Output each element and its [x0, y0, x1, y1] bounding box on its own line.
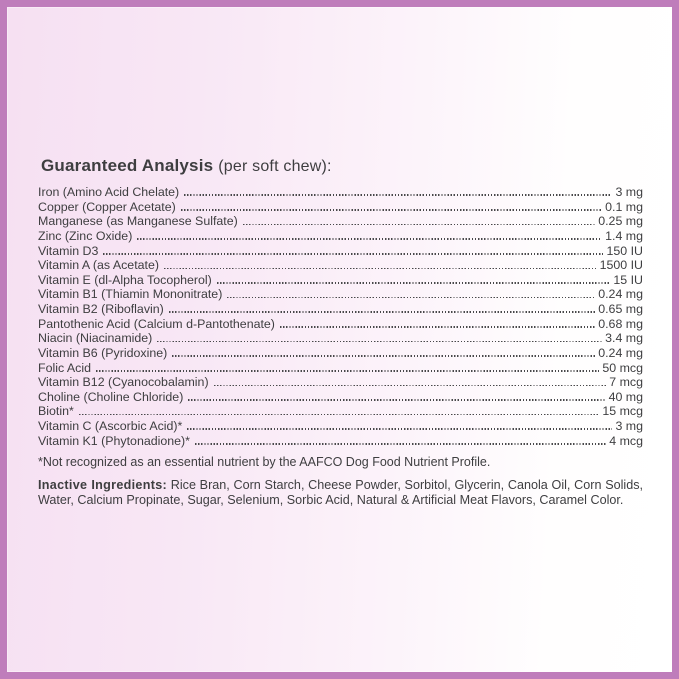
nutrient-value: 3 mg: [615, 185, 643, 199]
label-content: [7, 7, 672, 507]
analysis-row: [38, 229, 643, 244]
nutrient-name: Vitamin B1 (Thiamin Mononitrate): [38, 287, 223, 302]
nutrient-name: Pantothenic Acid (Calcium d-Pantothenate): [38, 316, 275, 331]
analysis-row: [38, 200, 643, 215]
nutrient-name: Biotin*: [38, 404, 74, 419]
nutrient-name: Zinc (Zinc Oxide): [38, 228, 133, 243]
nutrient-value: 3 mg: [615, 419, 643, 433]
analysis-row: [38, 273, 643, 288]
dotted-leader: [217, 282, 611, 284]
dotted-leader: [164, 268, 597, 270]
nutrient-name: Vitamin C (Ascorbic Acid)*: [38, 419, 183, 433]
dotted-leader: [280, 326, 595, 328]
title-main: Guaranteed Analysis: [41, 156, 214, 175]
analysis-row: [38, 244, 643, 259]
nutrient-value: 40 mg: [608, 389, 643, 404]
analysis-row: [38, 361, 643, 376]
nutrient-value: 3.4 mg: [605, 331, 643, 346]
analysis-row: [38, 434, 643, 449]
analysis-row: [38, 404, 643, 419]
nutrient-name: Niacin (Niacinamide): [38, 331, 153, 346]
analysis-row: [38, 331, 643, 346]
dotted-leader: [157, 341, 602, 343]
nutrient-value: 4 mcg: [609, 433, 643, 448]
inactive-ingredients-text: Rice Bran, Corn Starch, Cheese Powder, Sorbitol, Glycerin, Canola Oil, Corn Solids, Water, Calcium Propinate, Sugar, Selenium, Sorbic Acid, Natural & Artificial Meat Flavors, Caramel Color.: [38, 477, 643, 507]
dotted-leader: [243, 224, 595, 226]
nutrient-name: Vitamin B6 (Pyridoxine): [38, 345, 168, 360]
inactive-ingredients-label: Inactive Ingredients:: [38, 477, 168, 492]
nutrient-name: Copper (Copper Acetate): [38, 199, 176, 214]
dotted-leader: [103, 253, 603, 255]
title-qualifier: (per soft chew):: [218, 158, 332, 175]
nutrient-value: 1500 IU: [599, 258, 643, 273]
analysis-row: [38, 346, 643, 361]
dotted-leader: [227, 297, 595, 299]
analysis-row: [38, 287, 643, 302]
inactive-ingredients: [38, 478, 643, 508]
nutrient-name: Vitamin D3: [38, 243, 99, 258]
nutrient-value: 0.24 mg: [598, 345, 643, 360]
dotted-leader: [184, 194, 612, 196]
dotted-leader: [187, 428, 612, 430]
nutrient-name: Vitamin E (dl-Alpha Tocopherol): [38, 272, 212, 287]
analysis-row: [38, 419, 643, 434]
nutrient-value: 15 IU: [613, 272, 643, 287]
dotted-leader: [195, 443, 606, 445]
nutrient-name: Manganese (as Manganese Sulfate): [38, 214, 238, 229]
nutrient-value: 0.65 mg: [598, 302, 643, 316]
analysis-row: [38, 375, 643, 390]
nutrient-name: Iron (Amino Acid Chelate): [38, 185, 180, 199]
analysis-row: [38, 390, 643, 405]
nutrient-value: 0.25 mg: [598, 214, 643, 229]
nutrient-value: 7 mcg: [609, 375, 643, 390]
analysis-row: [38, 185, 643, 200]
guaranteed-analysis-title: [41, 156, 643, 176]
nutrient-value: 1.4 mg: [605, 228, 643, 243]
nutrient-name: Vitamin B12 (Cyanocobalamin): [38, 375, 209, 390]
nutrient-value: 0.24 mg: [598, 287, 643, 302]
analysis-row: [38, 317, 643, 332]
dotted-leader: [169, 311, 595, 313]
nutrient-name: Vitamin A (as Acetate): [38, 258, 159, 273]
dotted-leader: [181, 209, 602, 211]
dotted-leader: [96, 370, 599, 372]
analysis-row: [38, 214, 643, 229]
dotted-leader: [188, 399, 605, 401]
nutrient-value: 50 mcg: [602, 360, 643, 375]
analysis-table: [38, 185, 643, 448]
nutrient-name: Vitamin B2 (Riboflavin): [38, 302, 164, 316]
dotted-leader: [137, 238, 602, 240]
nutrient-value: 0.68 mg: [598, 316, 643, 331]
dotted-leader: [79, 414, 600, 416]
nutrient-name: Folic Acid: [38, 360, 92, 375]
dotted-leader: [214, 385, 607, 387]
aafco-footnote: *Not recognized as an essential nutrient by the AAFCO Dog Food Nutrient Profile.: [38, 455, 491, 470]
nutrient-name: Vitamin K1 (Phytonadione)*: [38, 433, 190, 448]
nutrient-value: 150 IU: [606, 243, 643, 258]
analysis-row: [38, 258, 643, 273]
nutrient-value: 0.1 mg: [605, 199, 643, 214]
dotted-leader: [172, 355, 595, 357]
nutrient-name: Choline (Choline Chloride): [38, 389, 184, 404]
nutrient-value: 15 mcg: [602, 404, 643, 419]
analysis-row: [38, 302, 643, 317]
